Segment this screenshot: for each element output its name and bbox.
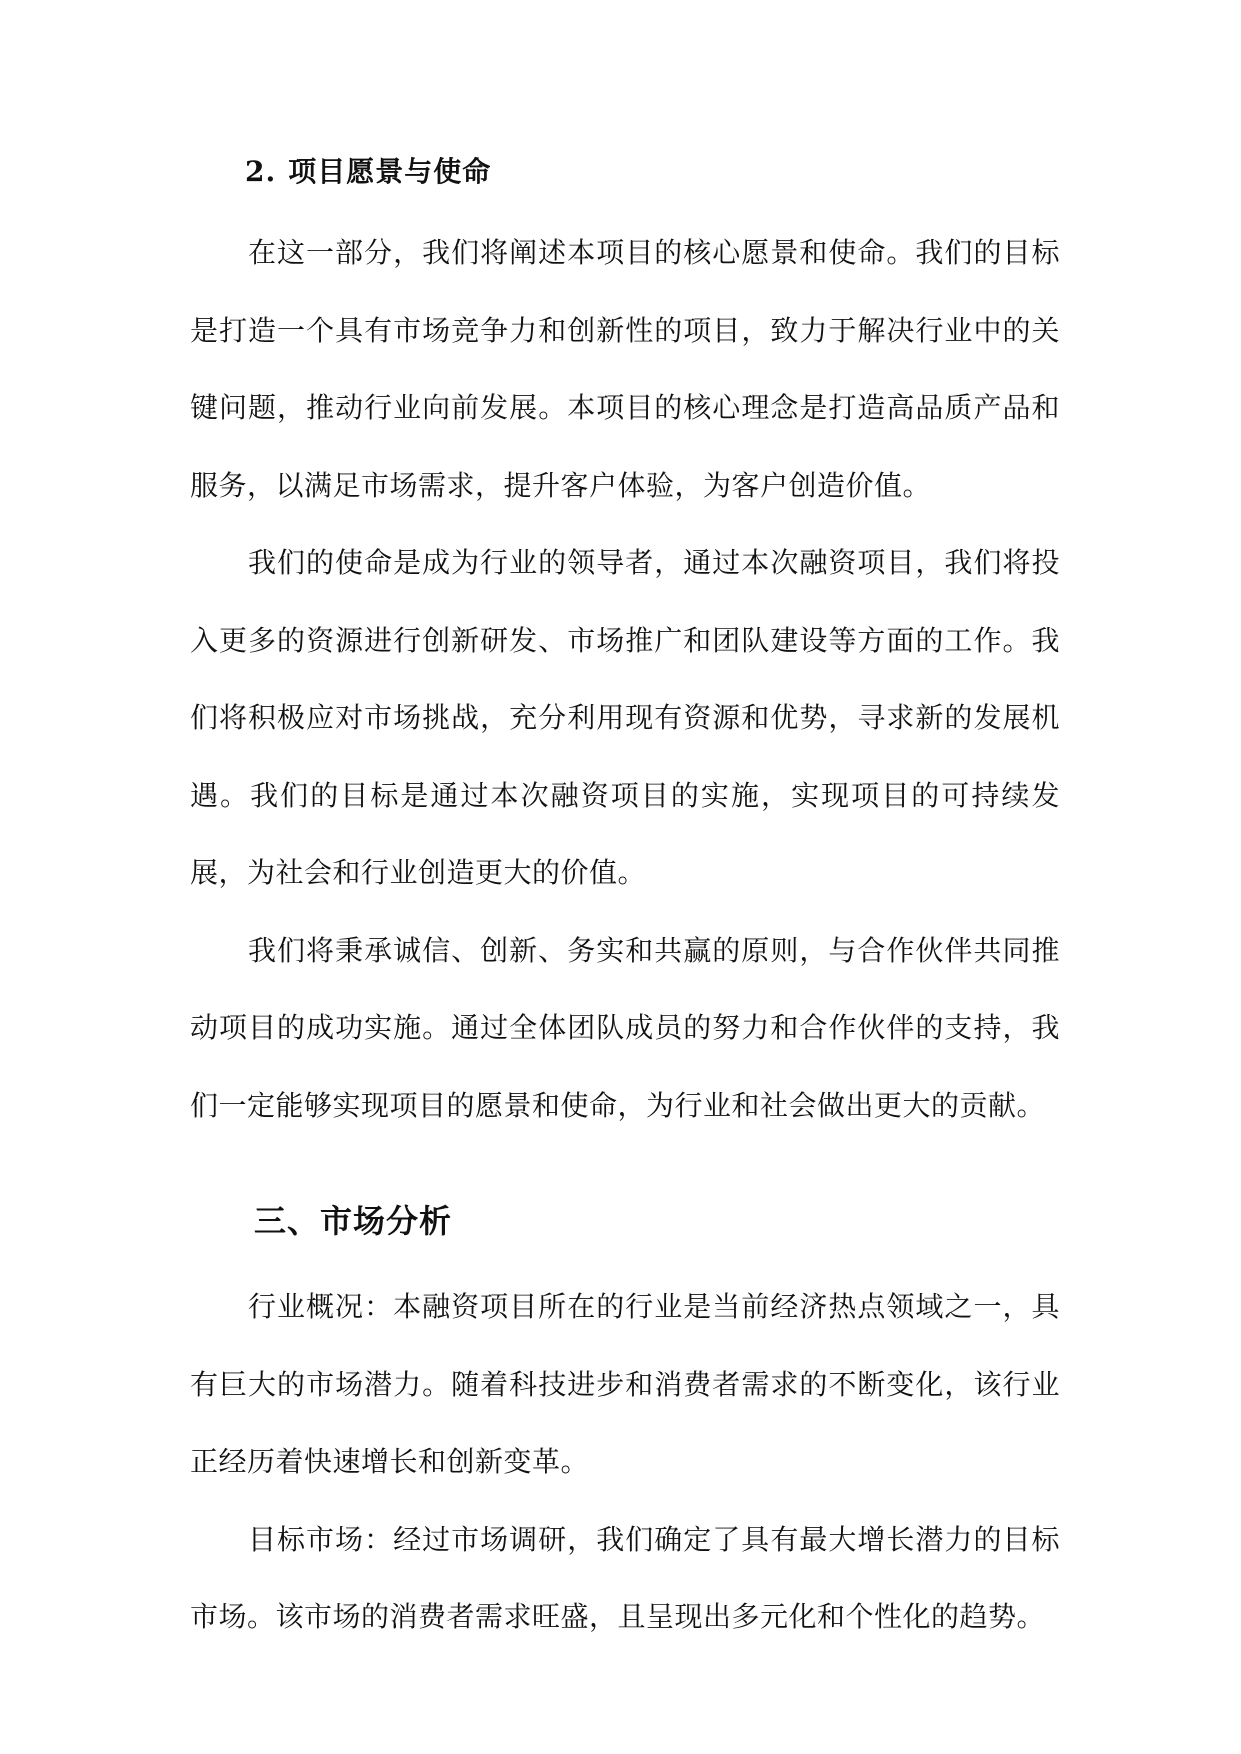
vision-paragraph-2: 我们的使命是成为行业的领导者，通过本次融资项目，我们将投入更多的资源进行创新研发、市场推广和团队建设等方面的工作。我们将积极应对市场挑战，充分利用现有资源和优势，寻求新的发展机遇。我们的目标是通过本次融资项目的实施，实现项目的可持续发展，为社会和行业创造更大的价值。 (190, 546, 1060, 889)
market-paragraph-2: 目标市场：经过市场调研，我们确定了具有最大增长潜力的目标市场。该市场的消费者需求旺盛，且呈现出多元化和个性化的趋势。 (190, 1522, 1060, 1633)
vision-paragraph-1: 在这一部分，我们将阐述本项目的核心愿景和使命。我们的目标是打造一个具有市场竞争力和创新性的项目，致力于解决行业中的关键问题，推动行业向前发展。本项目的核心理念是打造高品质产品和服务，以满足市场需求，提升客户体验，为客户创造价值。 (190, 236, 1060, 502)
subsection-title: 项目愿景与使命 (288, 155, 492, 188)
subsection-heading (190, 140, 1060, 204)
vision-paragraph-3: 我们将秉承诚信、创新、务实和共赢的原则，与合作伙伴共同推动项目的成功实施。通过全体团队成员的努力和合作伙伴的支持，我们一定能够实现项目的愿景和使命，为行业和社会做出更大的贡献。 (190, 933, 1060, 1122)
page-content (190, 140, 1060, 1656)
subsection-number: 2. (245, 155, 277, 188)
section-heading: 三、市场分析 (254, 1202, 453, 1240)
market-paragraph-1: 行业概况：本融资项目所在的行业是当前经济热点领域之一，具有巨大的市场潜力。随着科技进步和消费者需求的不断变化，该行业正经历着快速增长和创新变革。 (190, 1290, 1060, 1478)
